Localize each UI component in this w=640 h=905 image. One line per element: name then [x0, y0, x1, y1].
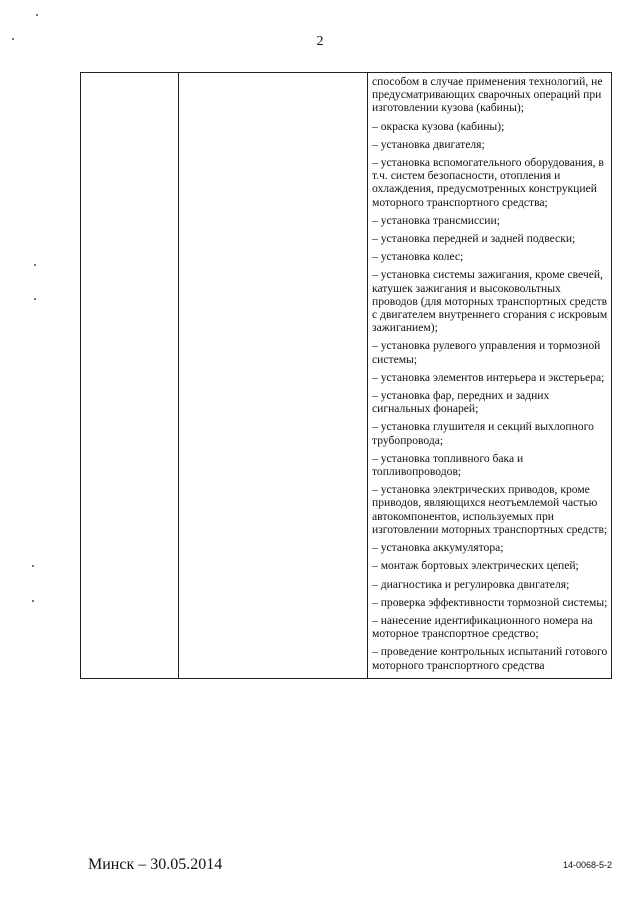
scan-speck [12, 38, 14, 40]
scan-speck [36, 14, 38, 16]
operation-item: – установка рулевого управления и тормозной системы; [372, 339, 601, 366]
operation-item: – установка глушителя и секций выхлопного трубопровода; [372, 420, 594, 447]
scan-speck [34, 298, 36, 300]
operation-item: – проведение контрольных испытаний готового моторного транспортного средства [372, 645, 608, 672]
scan-speck [32, 600, 34, 602]
table-cell-empty-2 [179, 73, 368, 679]
operation-item: – монтаж бортовых электрических цепей; [372, 559, 579, 573]
operation-item: – нанесение идентификационного номера на моторное транспортное средство; [372, 613, 593, 641]
operation-item: – установка двигателя; [372, 137, 485, 151]
operation-item: – установка вспомогательного оборудования, в т.ч. систем безопасности, отопления и охлаждения, предусмотренных конструкцией моторного транспортного средства; [372, 156, 604, 209]
operation-item: – установка колес; [372, 250, 464, 264]
operation-item: – установка топливного бака и топливопроводов; [372, 451, 524, 479]
operation-item: – проверка эффективности тормозной системы; [372, 595, 608, 609]
footer-city-date: Минск – 30.05.2014 [88, 856, 223, 873]
table-row [81, 73, 612, 679]
operation-item: способом в случае применения технологий, не предусматривающих сварочных операций при изготовлении кузова (кабины); [372, 75, 603, 115]
operation-item: – установка передней и задней подвески; [372, 232, 576, 246]
operation-item: – установка системы зажигания, кроме свечей, катушек зажигания и высоковольтных проводов (для моторных транспортных средств с двигателем внутреннего сгорания с искровым зажиганием); [372, 268, 608, 335]
footer-document-code: 14-0068-5-2 [562, 860, 612, 870]
table-cell-operations [368, 73, 612, 679]
operation-item: – окраска кузова (кабины); [372, 119, 505, 133]
operations-list [368, 73, 611, 678]
page-number: 2 [316, 34, 324, 49]
operation-item: – установка трансмиссии; [372, 213, 500, 227]
operation-item: – диагностика и регулировка двигателя; [372, 577, 570, 591]
operation-item: – установка электрических приводов, кроме приводов, являющихся неотъемлемой частью автокомпонентов, используемых при изготовлении моторных транспортных средств; [372, 483, 608, 536]
requirements-table [80, 72, 612, 679]
operation-item: – установка аккумулятора; [372, 541, 504, 555]
scan-speck [32, 565, 34, 567]
operation-item: – установка элементов интерьера и экстерьера; [372, 370, 605, 384]
operation-item: – установка фар, передних и задних сигнальных фонарей; [372, 389, 550, 416]
scan-speck [34, 264, 36, 266]
table-cell-empty-1 [81, 73, 179, 679]
